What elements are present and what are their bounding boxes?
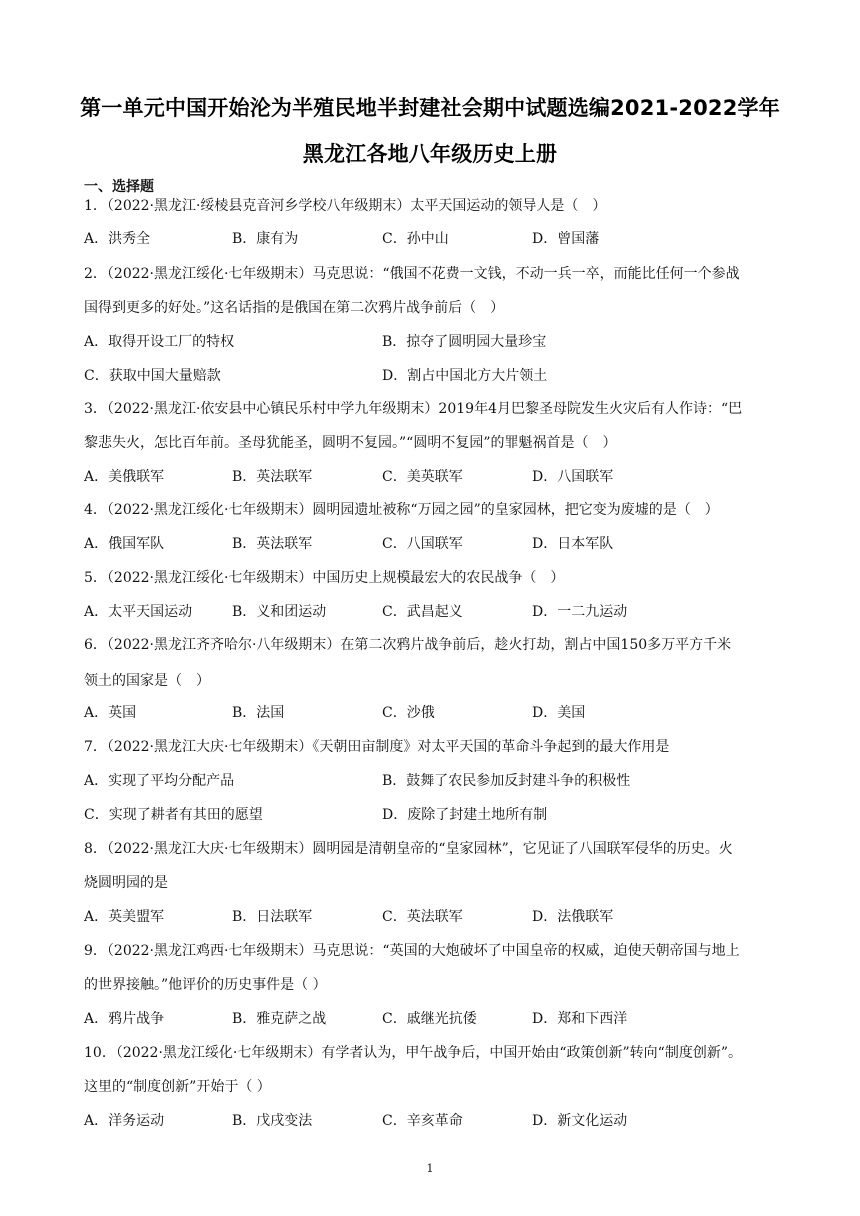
question-8-option-A: A．英美盟军 [84,909,165,925]
question-9-option-A: A．鸦片战争 [84,1011,165,1027]
question-10-option-D: D．新文化运动 [532,1113,628,1129]
question-4-option-D: D．日本军队 [532,536,614,552]
question-1-stem-line-1: 1．（2022·黑龙江·绥棱县克音河乡学校八年级期末）太平天国运动的领导人是（ ） [84,198,607,214]
question-6-option-B: B．法国 [232,705,285,721]
question-4-option-C: C．八国联军 [382,536,463,552]
question-3-option-A: A．美俄联军 [84,469,165,485]
question-8-option-D: D．法俄联军 [532,909,614,925]
question-7-option-B: B．鼓舞了农民参加反封建斗争的积极性 [382,773,631,789]
question-3-option-B: B．英法联军 [232,469,313,485]
question-9-stem-line-1: 9．（2022·黑龙江鸡西·七年级期末）马克思说：“英国的大炮破坏了中国皇帝的权威，迫使天朝帝国与地上 [84,943,740,959]
question-10-option-B: B．戊戌变法 [232,1113,313,1129]
question-3-option-C: C．美英联军 [382,469,463,485]
question-2-option-B: B．掠夺了圆明园大量珍宝 [382,334,547,350]
question-2-option-A: A．取得开设工厂的特权 [84,334,235,350]
document-title-line-1: 第一单元中国开始沦为半殖民地半封建社会期中试题选编2021-2022学年 [80,96,780,120]
question-8-stem-line-1: 8．（2022·黑龙江大庆·七年级期末）圆明园是清朝皇帝的“皇家园林”，它见证了八国联军侵华的历史。火 [84,841,733,857]
question-2-stem-line-1: 2．（2022·黑龙江绥化·七年级期末）马克思说：“俄国不花费一文钱，不动一兵一卒，而能比任何一个参战 [84,266,740,282]
question-1-option-A: A．洪秀全 [84,231,151,247]
question-8-option-C: C．英法联军 [382,909,463,925]
question-9-option-B: B．雅克萨之战 [232,1011,327,1027]
question-7-option-D: D．废除了封建土地所有制 [382,807,548,823]
question-6-option-D: D．美国 [532,705,586,721]
section-heading: 一、选择题 [84,179,154,195]
question-6-stem-line-2: 领土的国家是（ ） [84,673,210,689]
question-4-option-A: A．俄国军队 [84,536,165,552]
question-9-option-C: C．戚继光抗倭 [382,1011,477,1027]
question-5-option-D: D．一二九运动 [532,604,628,620]
question-4-stem-line-1: 4．（2022·黑龙江绥化·七年级期末）圆明园遗址被称“万园之园”的皇家园林，把它变为废墟的是（ ） [84,502,719,518]
question-7-option-A: A．实现了平均分配产品 [84,773,235,789]
question-3-stem-line-1: 3．（2022·黑龙江·依安县中心镇民乐村中学九年级期末）2019年4月巴黎圣母院发生火灾后有人作诗：“巴 [84,401,743,417]
question-5-option-A: A．太平天国运动 [84,604,193,620]
page-number: 1 [426,1162,434,1175]
question-2-option-D: D．割占中国北方大片领土 [382,368,548,384]
question-2-stem-line-2: 国得到更多的好处。”这名话指的是俄国在第二次鸦片战争前后（ ） [84,300,505,316]
question-5-option-C: C．武昌起义 [382,604,463,620]
question-6-stem-line-1: 6．（2022·黑龙江齐齐哈尔·八年级期末）在第二次鸦片战争前后，趁火打劫，割占中国150多万平方千米 [84,637,732,653]
question-6-option-C: C．沙俄 [382,705,435,721]
question-10-stem-line-1: 10．（2022·黑龙江绥化·七年级期末）有学者认为，甲午战争后，中国开始由“政策创新”转向“制度创新”。 [84,1045,742,1061]
question-10-option-A: A．洋务运动 [84,1113,165,1129]
question-1-option-D: D．曾国藩 [532,231,600,247]
question-8-option-B: B．日法联军 [232,909,313,925]
question-8-stem-line-2: 烧圆明园的是 [84,875,168,891]
question-6-option-A: A．英国 [84,705,137,721]
question-5-stem-line-1: 5．（2022·黑龙江绥化·七年级期末）中国历史上规模最宏大的农民战争（ ） [84,570,565,586]
question-1-option-B: B．康有为 [232,231,299,247]
question-7-option-C: C．实现了耕者有其田的愿望 [84,807,263,823]
question-9-option-D: D．郑和下西洋 [532,1011,628,1027]
question-3-stem-line-2: 黎悲失火，怎比百年前。圣母犹能圣，圆明不复园。”“圆明不复园”的罪魁祸首是（ ） [84,435,617,451]
question-7-stem-line-1: 7．（2022·黑龙江大庆·七年级期末）《天朝田亩制度》对太平天国的革命斗争起到的最大作用是 [84,739,670,755]
question-10-stem-line-2: 这里的“制度创新”开始于（ ） [84,1079,271,1095]
question-5-option-B: B．义和团运动 [232,604,327,620]
question-1-option-C: C．孙中山 [382,231,449,247]
question-4-option-B: B．英法联军 [232,536,313,552]
question-3-option-D: D．八国联军 [532,469,614,485]
question-10-option-C: C．辛亥革命 [382,1113,463,1129]
question-2-option-C: C．获取中国大量赔款 [84,368,221,384]
question-9-stem-line-2: 的世界接触。”他评价的历史事件是（ ） [84,977,327,993]
document-title-line-2: 黑龙江各地八年级历史上册 [302,142,558,166]
